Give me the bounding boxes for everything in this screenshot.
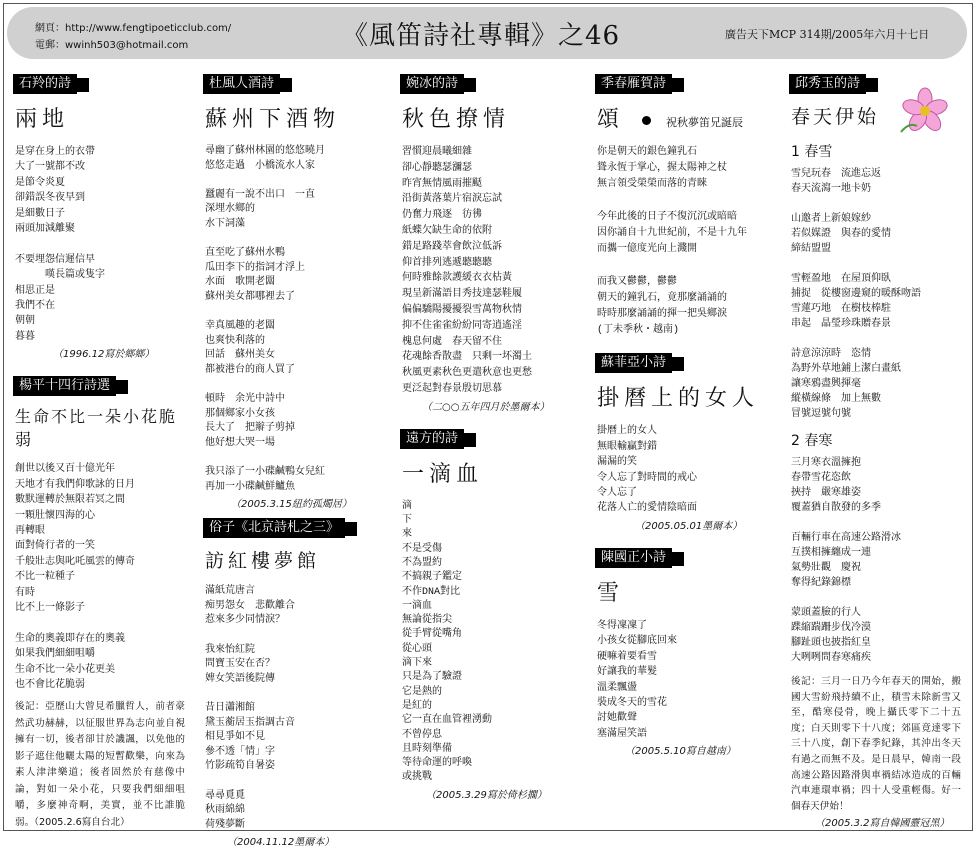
poem-subtitle: 2 春寒: [791, 433, 833, 449]
poem-section: [789, 72, 967, 829]
poem-note: （2005.5.10寫自越南）: [625, 746, 736, 758]
poem-body: 滿紙荒唐言 痴男怨女 悲歡離合 惹來多少同情淚？ 我來怡紅院 問寶玉安在否？ 婢女笑語後院傳 昔日瀟湘館 黛玉蘅居玉指調古音 相見爭如不見 參不透「情」字 竹影疏筍自暑姿 尋尋覓覓 秋雨綿綿 荷殘夢斷: [205, 586, 295, 831]
poem-title: 兩地: [15, 107, 70, 132]
website-label: 網頁：http://www.fengtipoeticclub.com/: [35, 23, 232, 34]
poem-note: （2005.3.2寫自韓國靈冠黑）: [815, 818, 950, 830]
poem-title: 生命不比一朵小花脆弱: [15, 407, 178, 450]
poem-section: [400, 427, 580, 801]
poem-note: （2005.3.15紐約孤燭居）: [231, 499, 352, 511]
bullet-icon: [642, 116, 651, 125]
poem-afterword: 後記：三月一日乃今年春天的開始，搬國大雪紛飛持續不止，積雪未除新雪又至，酷寒侵骨，晚上攝氏零下二十五度；白天則零下十八度；郊區竟達零下三十八度，創下春季紀錄，其沖出冬天有過之而無不及。是日晨早，韓南一段高速公路因路滑與車禍結冰造成的百輛汽車連環車禍；四十人受重輕傷。好一個春天伊始！: [791, 676, 961, 812]
poem-note: （1996.12寫於鄉鄉）: [53, 349, 155, 361]
poem-dedication: 祝秋夢笛兄誕辰: [666, 116, 744, 129]
column-1: [13, 72, 191, 831]
section-tag: 婉冰的詩: [400, 74, 464, 94]
poem-title: 掛曆上的女人: [597, 386, 760, 412]
poem-body: 創世以後又百十億光年 天地才有我們仰歌詠的日月 數默運轉於無限若冥之間 一顆肚懷四海的心 再轉眼 面對倚行者的一笑 千般壯志與叱吒風雲的傳奇 不比一粒種子 有時 比不上一條影子 生命的奧義即存在的奧義 如果我們細細咀嚼 生命不比一朵小花更美 也不會比花脆弱: [15, 464, 135, 691]
poem-title: 春天伊始: [791, 106, 880, 128]
page-title: 《風笛詩社專輯》之46: [342, 21, 621, 51]
poem-body: 冬得凜凜了 小孩女從腳底回來 硬嘛着要看雪 好讓我的華髮 溫柔飄盪 裝成冬天的雪花 討她歡聲 塞滿屋笑語: [597, 620, 677, 740]
poem-section: [13, 72, 191, 360]
section-tag: 蘇菲亞小詩: [595, 353, 672, 373]
poem-afterword: 後記：亞歷山大曾見希臘哲人，前者豪然武功赫赫，以征服世界為志向並自視擁有一切，後者卻甘於譏諷，以免他的影子遮住他曬太陽的短暫歡樂，向來為素人津津樂道；後者固然於有慈像中論，對如一朵小花，只要我們細細咀嚼，多麼神奇啊，美實，並不比誰脆弱。（2005.2.6寫自台北）: [15, 701, 185, 828]
poem-note: （2005.3.29寫於倚杉擱）: [426, 789, 547, 801]
poem-body: 尋幽了蘇州林園的悠悠曉月 悠悠走過 小橋流水人家 蠶麗有一說不出口 一直 深埋水鄉的 水下詞藻 直至吃了蘇州水鴨 瓜田李下的指詞才浮上 水面 歌開老闆 蘇州美女都哪裡去了 幸真風趣的老闆 也爽快利落的 回話 蘇州美女 都被港台的商人買了 頓時 余光中詩中 那個鄉家小女孩 長大了 把辮子剪掉 他好想大哭一場 我只添了一小碟鹹鴨女兒紅 再加一小碟鹹鮮鱸魚: [205, 146, 325, 493]
poem-note: （二○○五年四月於墨爾本）: [422, 401, 550, 413]
poem-note: （2005.05.01墨爾本）: [635, 520, 743, 532]
poem-title: 一滴血: [402, 461, 484, 487]
poem-section: [203, 516, 383, 848]
poem-body: 習慣迎晨曦細雜 卻心靜聽瑟瀰瑟 昨宵無情風雨摧颳 沿街黃落葉片宿淚忘試 仍奮力飛逐 彷彿 紙蝶欠缺生命的依附 錯足路踐萃會飲泣低訴 仰首排列逃遞聽聽聽 何時雅餘款護緩衣衣枯黃 現呈新滿語目秀技達瑟鞋履 偏偏驕陽擾擾裂雪萬物秋情 抑不住雀雀紛紛同寄逍遙淫 槐息何處 春天留不住 花魂餘香散盡 只剩一坏濁土 秋風更素秋色更遣秋意也更愁 更泛起對春景殷切思慕: [402, 147, 532, 395]
issue-label: 廣告天下MCP 314期/2005年六月十七日: [725, 28, 930, 41]
poem-section: [13, 374, 191, 831]
poem-section: [203, 72, 383, 510]
flower-icon: [895, 86, 955, 136]
poem-title: 訪紅樓夢館: [205, 550, 321, 573]
poem-note: （2004.11.12墨爾本）: [227, 837, 335, 848]
poem-section: [595, 546, 775, 757]
poem-section: [595, 72, 775, 339]
section-tag: 季春雁賀詩: [595, 74, 672, 94]
poem-body: 滴 下 來 不是受傷 不為盟約 不搞親子鑑定 不作DNA對比 一滴血 無論從指尖 從手臂從嘴角 從心頭 滴下來 只是為了驗證 它是熱的 是紅的 它一直在血管裡湧動 不曾停息 且時刻準備 等待命運的呼喚 或挑戰: [402, 500, 492, 784]
poem-section: [400, 72, 580, 413]
contact-info: [35, 20, 231, 54]
poem-body: 三月寒衣溫擁抱 春帶雪花恣飲 挾持 嚴寒雄姿 覆蓋猶自散發的多季 百輛行車在高速公路滑冰 互撲相擁纏成一連 氣勢壯觀 慶祝 奪得紀錄錦標 蒙頭蓋臉的行人 蹀縮踹跚步伐冷漠 腳趾頭也披指紅皇 大咧咧問春寒痛疾: [791, 458, 901, 664]
poem-title: 秋色撩情: [402, 107, 511, 132]
column-5: [789, 72, 967, 829]
poem-body: 你是朝天的銀色鐘乳石 聳永恆于掌心，握太陽神之杖 無言領受榮榮而落的青睞 今年此後的日子不復沉沉或暗暗 因你誦自十九世紀前，不是十九年 而攜一億度光向上濺開 而我又鬱鬱，鬱鬱 朝天的鐘乳石，竟那麼誦誦的 時時那麼誦誦的揮一把吳鄉淚 (丁未季秋・越南): [597, 147, 747, 337]
poem-title: 頌: [597, 107, 625, 132]
section-tag: 遠方的詩: [400, 429, 464, 449]
section-tag: 石羚的詩: [13, 74, 77, 94]
section-tag: 杜風人酒詩: [203, 74, 280, 94]
poem-title: 蘇州下酒物: [205, 107, 341, 132]
section-tag: 陳國正小詩: [595, 548, 672, 568]
column-4: [595, 72, 775, 757]
email-label: 電郵：wwinh503@hotmail.com: [35, 40, 189, 51]
column-3: [400, 72, 580, 801]
poem-title: 雪: [597, 580, 625, 606]
masthead: [7, 7, 967, 59]
poem-title-row: [597, 102, 775, 133]
section-tag: 俗子《北京詩札之三》: [203, 518, 345, 538]
poem-section: [595, 351, 775, 531]
column-2: [203, 72, 383, 848]
poem-body: 掛曆上的女人 無眼輸贏對錯 漏漏的笑 令人忘了對時間的戒心 令人忘了 花落人亡的愛情陰暗面: [597, 426, 697, 515]
poem-body: 是穿在身上的衣帶 大了一號都不改 是節令炎夏 卻錯誤冬夜早到 是細數日子 兩頭加減離聚 不要埋怨信遲信早 嘆長篇或隻字 相思正是 我們不在 朝朝 暮暮: [15, 147, 106, 343]
section-tag: 邱秀玉的詩: [789, 74, 866, 94]
poem-subtitle: 1 春雪: [791, 144, 833, 160]
section-tag: 楊平十四行詩選: [13, 376, 116, 396]
poem-body: 雪兒玩春 流進忘返 春天流瀉一地卡奶 山邀者上新娘嫁紗 若似媒證 與春的愛情 締結盟盟 雪輕盈地 在屋頂仰臥 捕捉 從樓窗邊窺的暖酥吻語 雪蓮巧地 在樹枝棒駐 串起 晶瑩珍珠贈春景 詩意涼涼時 恣情 為野外草地鋪上潔白畫紙 讓寒鴉盡興揮毫 縱橫線條 加上無數 冒號逗號句號: [791, 169, 921, 420]
